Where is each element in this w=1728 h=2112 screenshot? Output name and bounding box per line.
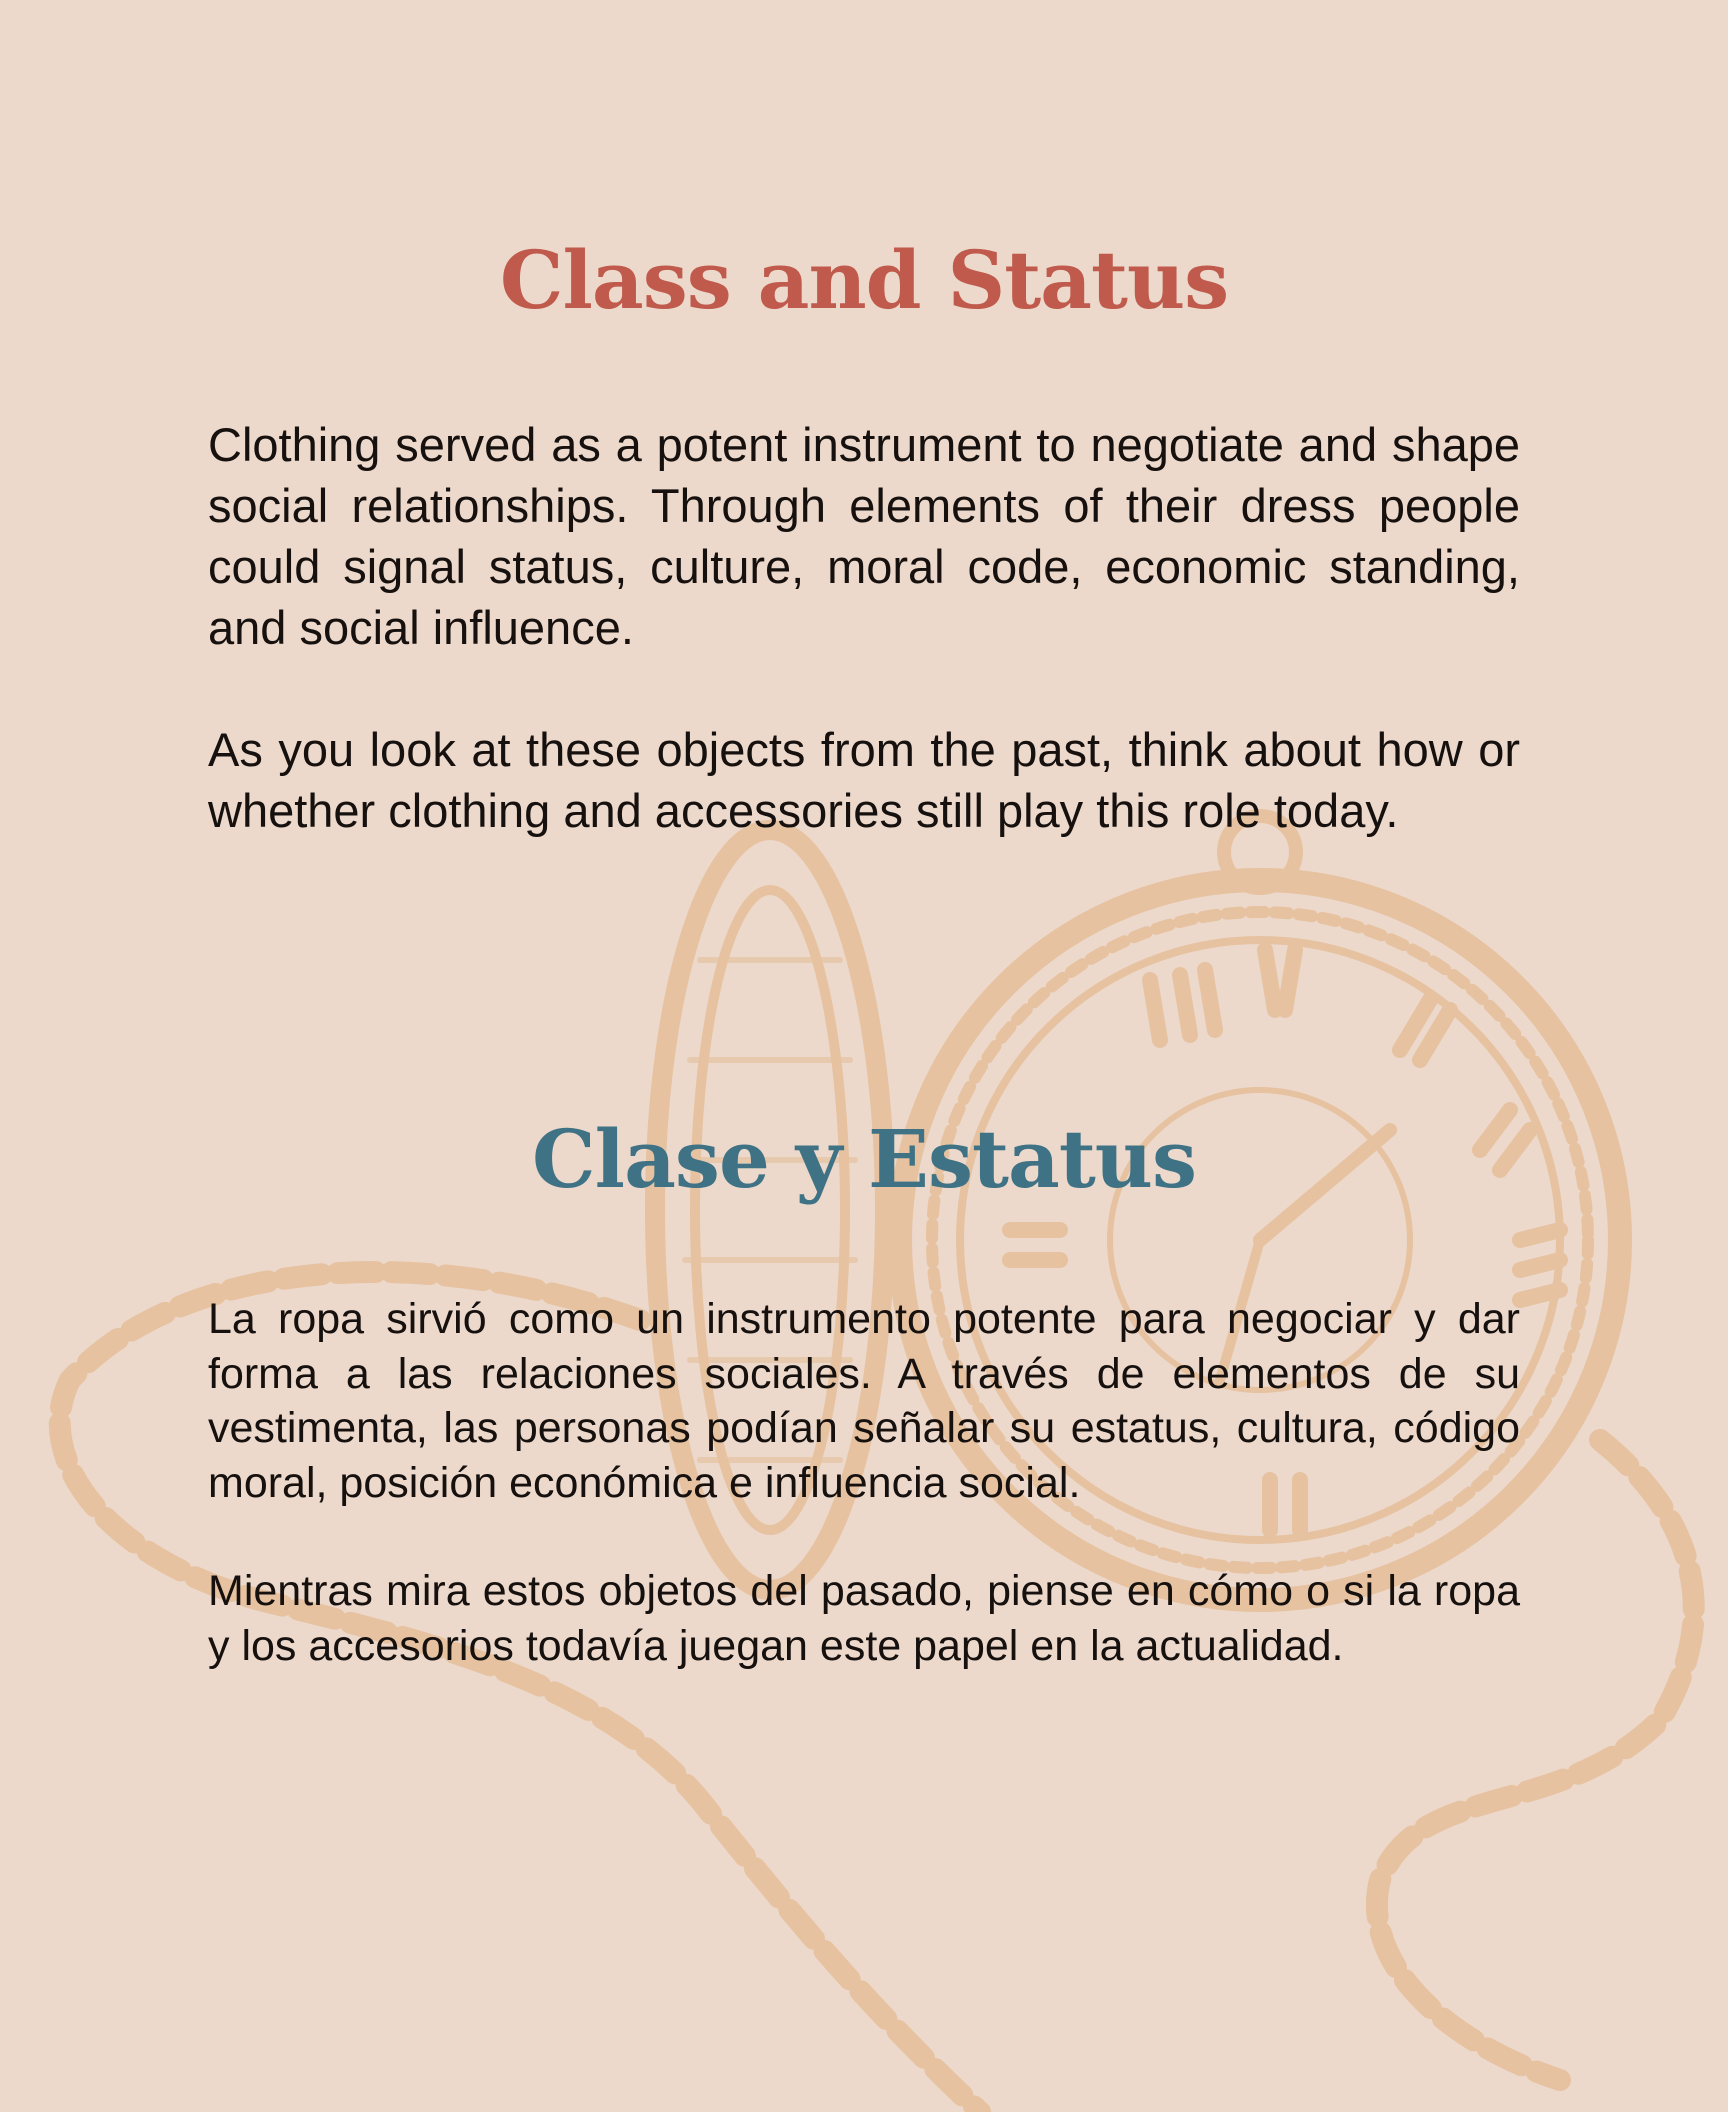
- english-paragraph-1: Clothing served as a potent instrument to negotiate and shape social relationships. Through elements of their dress people could signal status, culture, moral code, economic standing, and social influence.: [208, 418, 1520, 654]
- spanish-body: [208, 1292, 1520, 1673]
- spanish-paragraph-1: La ropa sirvió como un instrumento potente para negociar y dar forma a las relaciones sociales. A través de elementos de su vestimenta, las personas podían señalar su estatus, cultura, código moral, posición económica e influencia social.: [208, 1295, 1520, 1507]
- spanish-paragraph-2: Mientras mira estos objetos del pasado, piense en cómo o si la ropa y los accesorios todavía juegan este papel en la actualidad.: [208, 1567, 1520, 1670]
- english-title: Class and Status: [499, 233, 1229, 327]
- spanish-title: Clase y Estatus: [532, 1112, 1196, 1206]
- english-paragraph-2: As you look at these objects from the past, think about how or whether clothing and accessories still play this role today.: [208, 723, 1520, 837]
- english-body: [208, 414, 1520, 841]
